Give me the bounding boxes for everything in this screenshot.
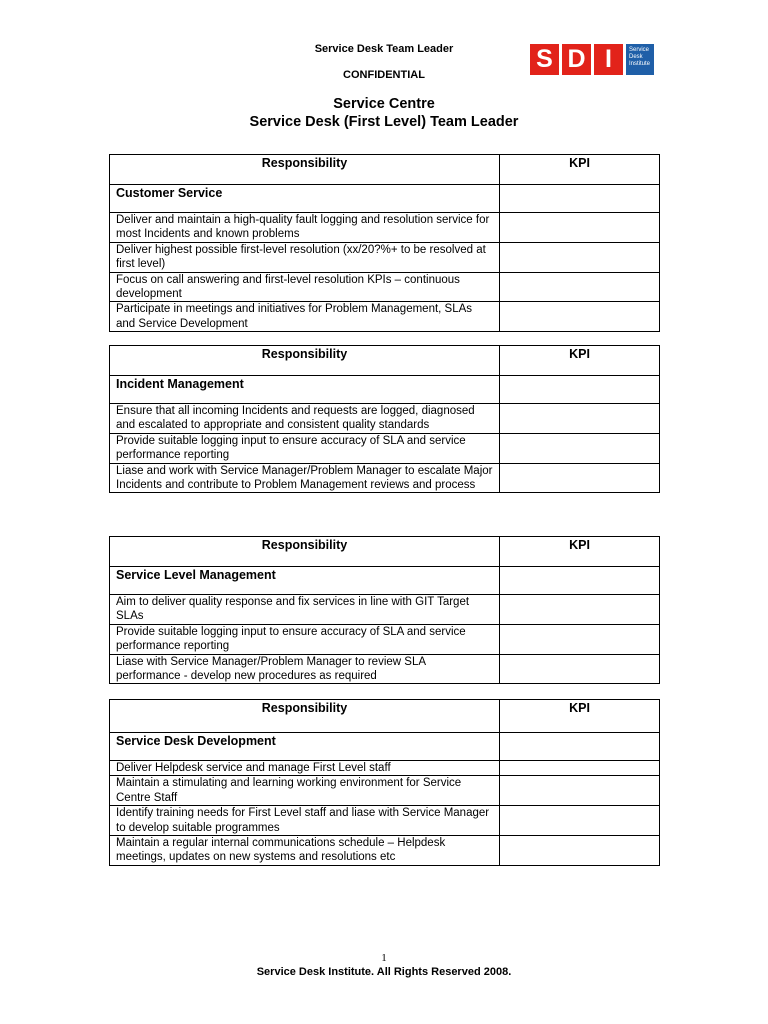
header-confidential: CONFIDENTIAL — [343, 69, 425, 81]
logo-letter-i: I — [594, 44, 623, 75]
kpi-cell — [500, 567, 660, 595]
logo-letter-d: D — [562, 44, 591, 75]
logo-tagline: Service Desk Institute — [626, 44, 654, 75]
page-title-line1: Service Centre — [333, 96, 435, 112]
responsibility-cell: Maintain a stimulating and learning working environment for Service Centre Staff — [110, 776, 500, 806]
column-header-responsibility: Responsibility — [110, 537, 500, 567]
responsibility-cell: Focus on call answering and first-level resolution KPIs – continuous development — [110, 272, 500, 302]
column-header-responsibility: Responsibility — [110, 346, 500, 376]
category-heading: Incident Management — [110, 376, 500, 404]
responsibility-cell: Provide suitable logging input to ensure accuracy of SLA and service performance reporting — [110, 433, 500, 463]
responsibility-table-service-level-management — [109, 536, 660, 684]
responsibility-cell: Maintain a regular internal communications schedule – Helpdesk meetings, updates on new systems and resolutions etc — [110, 836, 500, 866]
kpi-cell — [500, 733, 660, 761]
kpi-cell — [500, 654, 660, 684]
page-title-line2: Service Desk (First Level) Team Leader — [249, 114, 519, 130]
kpi-cell — [500, 272, 660, 302]
kpi-cell — [500, 433, 660, 463]
kpi-cell — [500, 463, 660, 493]
kpi-cell — [500, 624, 660, 654]
kpi-cell — [500, 185, 660, 213]
kpi-cell — [500, 595, 660, 625]
responsibility-cell: Deliver Helpdesk service and manage First Level staff — [110, 761, 500, 776]
responsibility-cell: Deliver highest possible first-level resolution (xx/20?%+ to be resolved at first level) — [110, 242, 500, 272]
responsibility-cell: Provide suitable logging input to ensure accuracy of SLA and service performance reporting — [110, 624, 500, 654]
kpi-cell — [500, 806, 660, 836]
column-header-kpi: KPI — [500, 155, 660, 185]
responsibility-table-customer-service — [109, 154, 660, 332]
responsibility-cell: Deliver and maintain a high-quality fault logging and resolution service for most Incidents and known problems — [110, 213, 500, 243]
responsibility-cell: Liase and work with Service Manager/Problem Manager to escalate Major Incidents and contribute to Problem Management reviews and process — [110, 463, 500, 493]
column-header-responsibility: Responsibility — [110, 155, 500, 185]
kpi-cell — [500, 302, 660, 332]
responsibility-cell: Participate in meetings and initiatives for Problem Management, SLAs and Service Development — [110, 302, 500, 332]
responsibility-table-incident-management — [109, 345, 660, 493]
kpi-cell — [500, 761, 660, 776]
column-header-kpi: KPI — [500, 700, 660, 733]
logo-letter-s: S — [530, 44, 559, 75]
responsibility-cell: Liase with Service Manager/Problem Manager to review SLA performance - develop new procedures as required — [110, 654, 500, 684]
column-header-kpi: KPI — [500, 537, 660, 567]
footer-copyright: Service Desk Institute. All Rights Reserved 2008. — [256, 966, 512, 978]
responsibility-cell: Aim to deliver quality response and fix services in line with GIT Target SLAs — [110, 595, 500, 625]
kpi-cell — [500, 376, 660, 404]
kpi-cell — [500, 776, 660, 806]
responsibility-cell: Identify training needs for First Level staff and liase with Service Manager to develop suitable programmes — [110, 806, 500, 836]
header-document-title: Service Desk Team Leader — [314, 43, 454, 55]
kpi-cell — [500, 404, 660, 434]
column-header-responsibility: Responsibility — [110, 700, 500, 733]
category-heading: Customer Service — [110, 185, 500, 213]
column-header-kpi: KPI — [500, 346, 660, 376]
sdi-logo — [530, 44, 654, 75]
kpi-cell — [500, 242, 660, 272]
responsibility-cell: Ensure that all incoming Incidents and requests are logged, diagnosed and escalated to appropriate and consistent quality standards — [110, 404, 500, 434]
responsibility-table-service-desk-development — [109, 699, 660, 866]
kpi-cell — [500, 836, 660, 866]
kpi-cell — [500, 213, 660, 243]
category-heading: Service Desk Development — [110, 733, 500, 761]
page-number: 1 — [381, 952, 387, 964]
category-heading: Service Level Management — [110, 567, 500, 595]
